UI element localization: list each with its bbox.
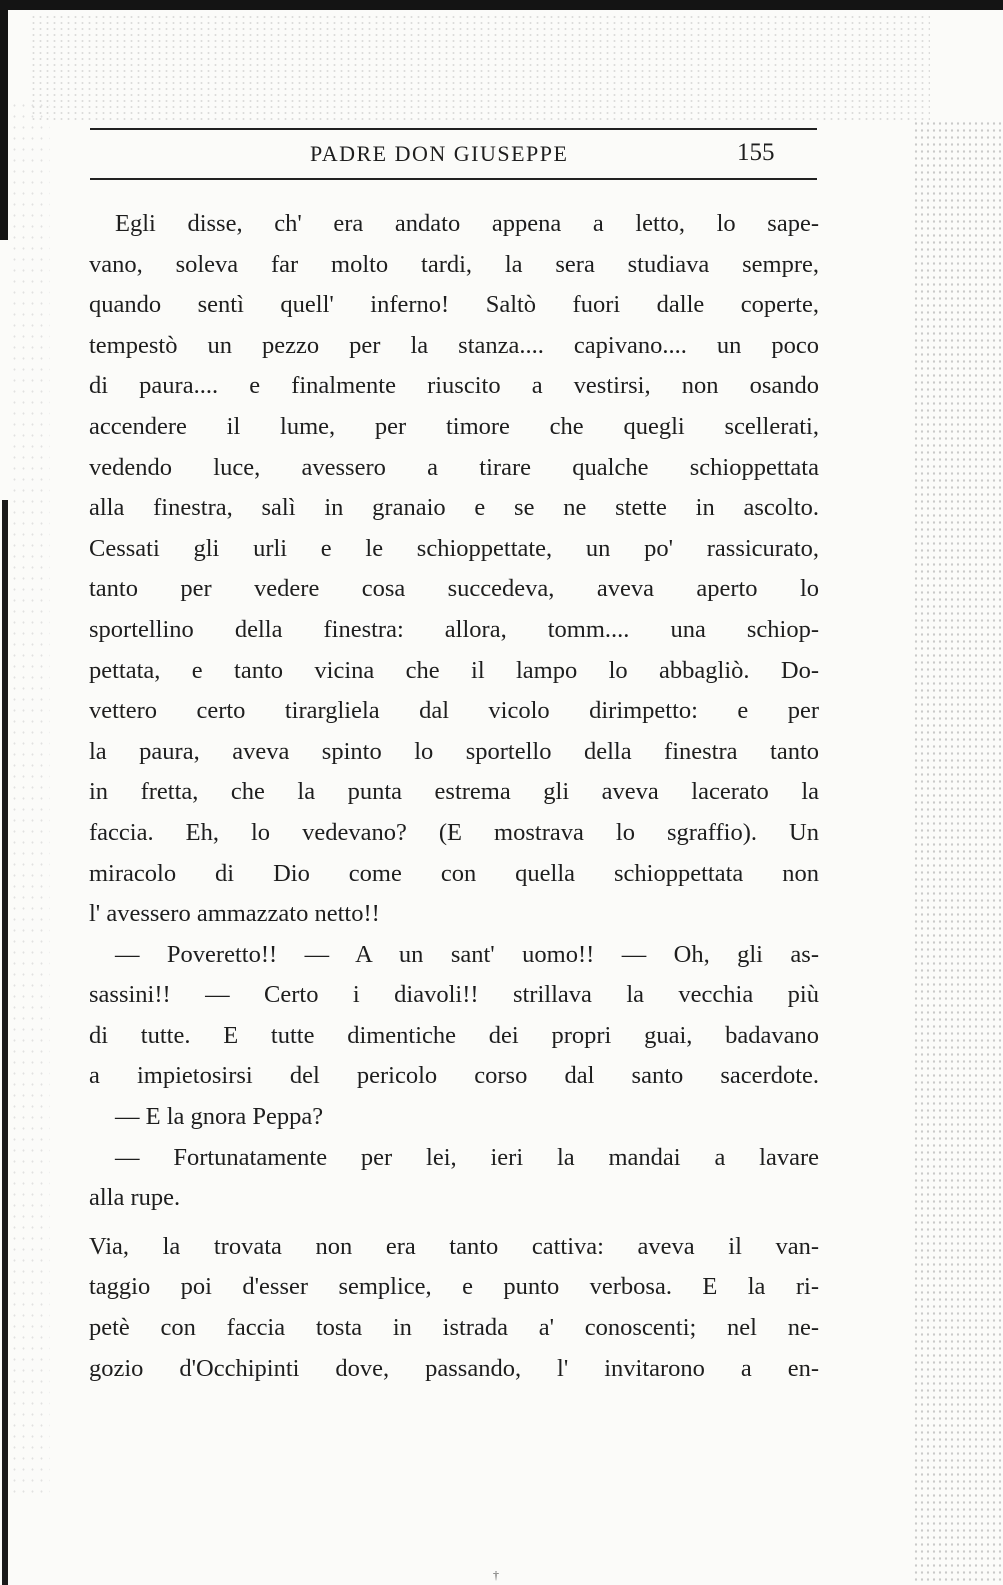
scan-left-binding xyxy=(2,500,8,1585)
text-line: la paura, aveva spinto lo sportello della finestra tanto xyxy=(89,737,819,765)
text-line: pettata, e tanto vicina che il lampo lo abbagliò. Do- xyxy=(89,656,819,684)
text-line: petè con faccia tosta in istrada a' conoscenti; nel ne- xyxy=(89,1314,819,1342)
text-line: a impietosirsi del pericolo corso dal santo sacerdote. xyxy=(89,1062,819,1090)
scan-noise-right xyxy=(913,120,1003,1585)
text-line: vano, soleva far molto tardi, la sera studiava sempre, xyxy=(89,250,819,278)
text-line: vettero certo tirargliela dal vicolo dirimpetto: e per xyxy=(89,697,819,725)
text-line: Cessati gli urli e le schioppettate, un po' rassicurato, xyxy=(89,534,819,562)
text-line: — Fortunatamente per lei, ieri la mandai a lavare xyxy=(115,1143,819,1171)
text-line: tanto per vedere cosa succedeva, aveva aperto lo xyxy=(89,575,819,603)
text-line: in fretta, che la punta estrema gli aveva lacerato la xyxy=(89,778,819,806)
page-number: 155 xyxy=(737,139,775,166)
text-line: gozio d'Occhipinti dove, passando, l' invitarono a en- xyxy=(89,1354,819,1382)
text-line: accendere il lume, per timore che quegli scellerati, xyxy=(89,412,819,440)
scan-top-edge xyxy=(0,0,1003,10)
text-line: miracolo di Dio come con quella schioppettata non xyxy=(89,859,819,887)
footer-mark: † xyxy=(493,1568,499,1582)
body-text xyxy=(89,204,819,1389)
text-line: Via, la trovata non era tanto cattiva: aveva il van- xyxy=(89,1232,819,1260)
text-line: quando sentì quell' inferno! Saltò fuori dalle coperte, xyxy=(89,291,819,319)
text-line: tempestò un pezzo per la stanza.... capivano.... un poco xyxy=(89,331,819,359)
text-line: di paura.... e finalmente riuscito a vestirsi, non osando xyxy=(89,372,819,400)
header-rule-top xyxy=(90,128,817,130)
text-line: faccia. Eh, lo vedevano? (E mostrava lo sgraffio). Un xyxy=(89,818,819,846)
text-line: di tutte. E tutte dimentiche dei propri guai, badavano xyxy=(89,1021,819,1049)
text-line: alla finestra, salì in granaio e se ne stette in ascolto. xyxy=(89,494,819,522)
scan-noise-top xyxy=(30,14,930,124)
text-line: sportellino della finestra: allora, tomm.... una schiop- xyxy=(89,615,819,643)
text-line: Egli disse, ch' era andato appena a letto, lo sape- xyxy=(115,210,819,237)
text-line: — Poveretto!! — A un sant' uomo!! — Oh, gli as- xyxy=(115,940,819,968)
text-line: vedendo luce, avessero a tirare qualche schioppettata xyxy=(89,453,819,481)
text-line: — E la gnora Peppa? xyxy=(115,1103,324,1131)
text-line: sassini!! — Certo i diavoli!! strillava la vecchia più xyxy=(89,981,819,1009)
running-title: PADRE DON GIUSEPPE xyxy=(310,141,569,166)
text-line: taggio poi d'esser semplice, e punto verbosa. E la ri- xyxy=(89,1273,819,1301)
scan-noise-left xyxy=(10,100,50,1500)
header-rule-bottom xyxy=(90,178,817,180)
text-line: l' avessero ammazzato netto!! xyxy=(89,900,380,928)
paragraph-gap xyxy=(89,1219,819,1227)
text-line: alla rupe. xyxy=(89,1184,181,1212)
scan-left-edge xyxy=(0,0,8,240)
